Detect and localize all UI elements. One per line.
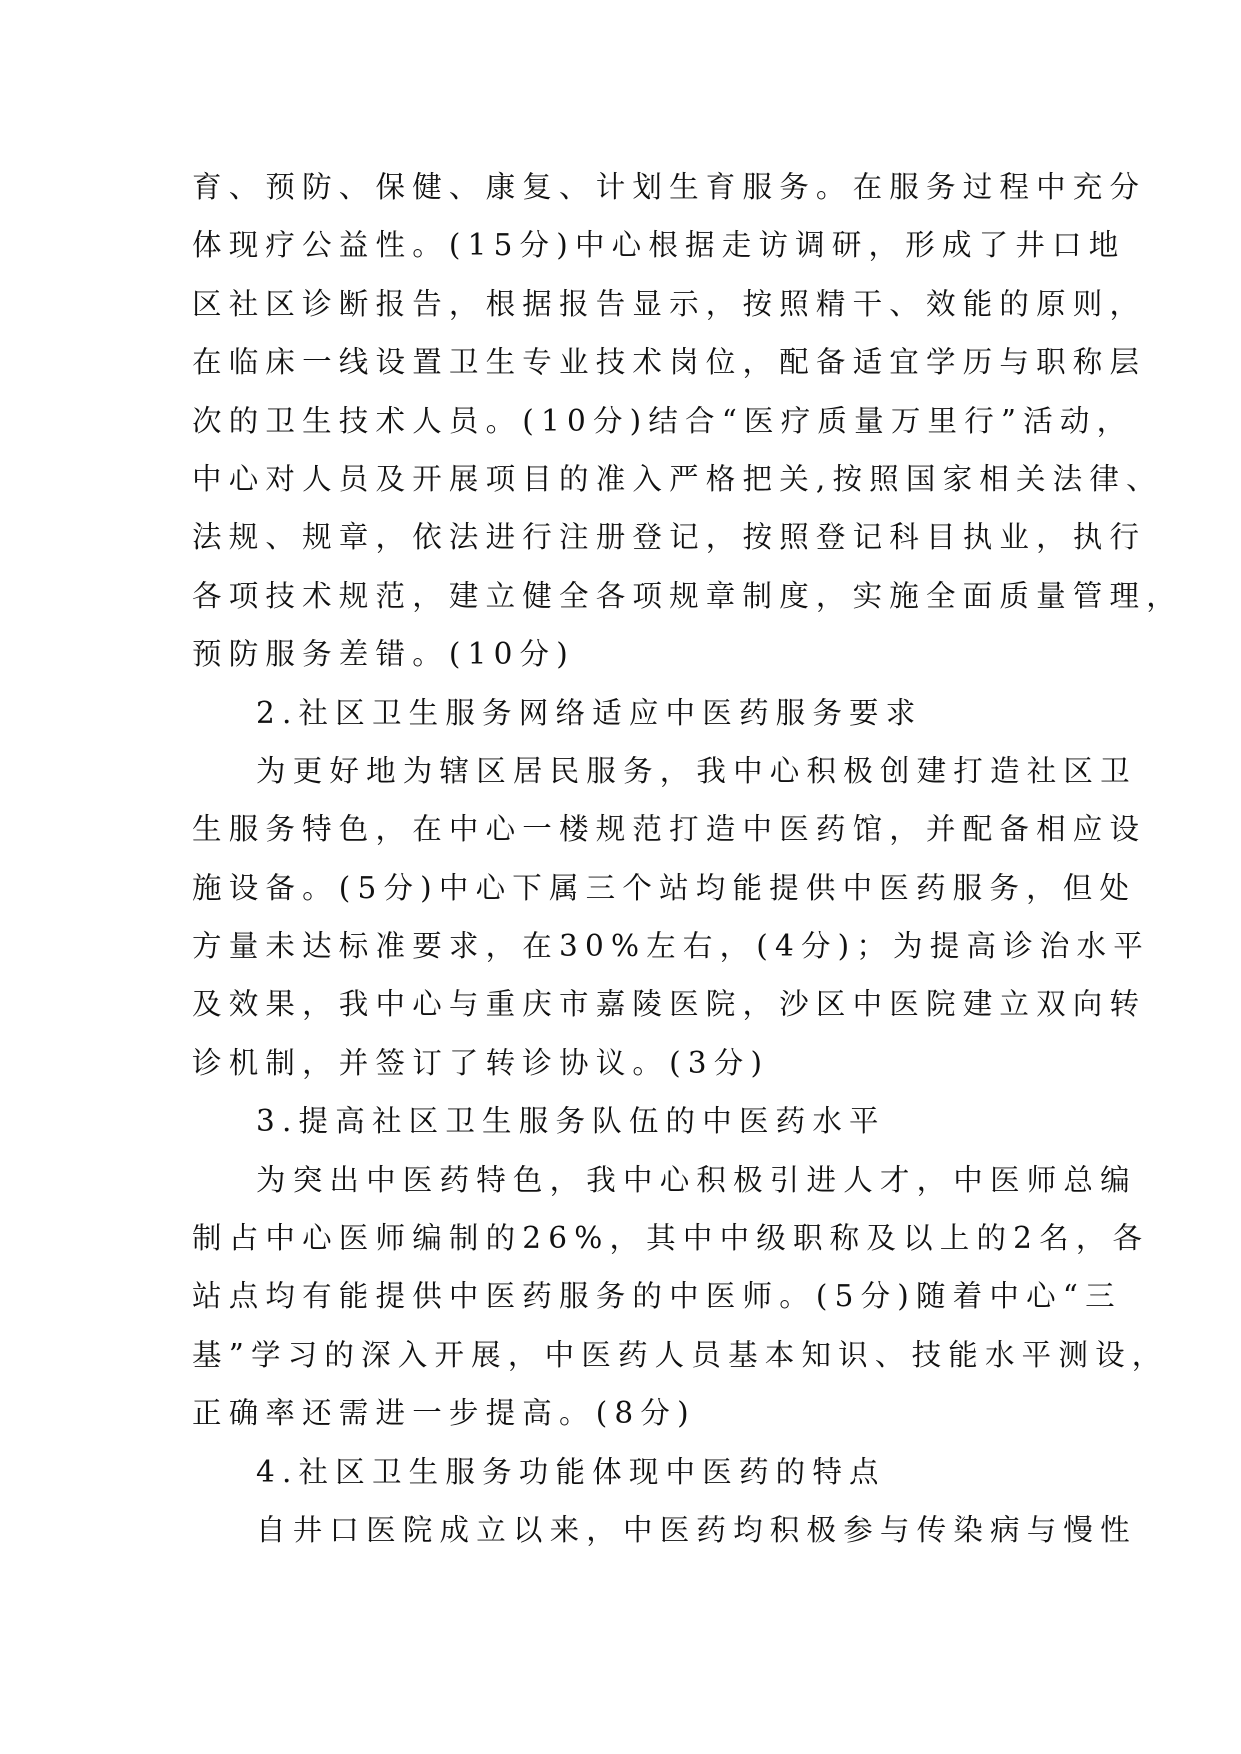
text-line: 各项技术规范，建立健全各项规章制度，实施全面质量管理， <box>192 578 1183 613</box>
text-line: 生服务特色，在中心一楼规范打造中医药馆，并配备相应设 <box>192 812 1147 847</box>
text-line: 诊机制，并签订了转诊协议。(3分) <box>192 1045 770 1080</box>
text-line: 及效果，我中心与重庆市嘉陵医院，沙区中医院建立双向转 <box>192 987 1147 1022</box>
text-line: 体现疗公益性。(15分)中心根据走访调研，形成了井口地 <box>192 228 1126 263</box>
text-line: 2.社区卫生服务网络适应中医药服务要求 <box>256 695 923 730</box>
text-line: 在临床一线设置卫生专业技术岗位，配备适宜学历与职称层 <box>192 345 1147 380</box>
text-line: 4.社区卫生服务功能体现中医药的特点 <box>256 1454 886 1489</box>
text-line: 正确率还需进一步提高。(8分) <box>192 1396 696 1431</box>
text-line: 区社区诊断报告，根据报告显示，按照精干、效能的原则， <box>192 286 1147 321</box>
text-line: 法规、规章，依法进行注册登记，按照登记科目执业，执行 <box>192 520 1147 555</box>
text-line: 施设备。(5分)中心下属三个站均能提供中医药服务，但处 <box>192 870 1137 905</box>
text-line: 3.提高社区卫生服务队伍的中医药水平 <box>256 1104 886 1139</box>
text-line: 方量未达标准要求，在30%左右，(4分)；为提高诊治水平 <box>192 929 1150 964</box>
text-line: 中心对人员及开展项目的准入严格把关,按照国家相关法律、 <box>192 461 1163 496</box>
body-text <box>192 158 1183 1559</box>
text-line: 预防服务差错。(10分) <box>192 637 575 672</box>
text-line: 站点均有能提供中医药服务的中医师。(5分)随着中心“三 <box>192 1279 1122 1314</box>
text-line: 为更好地为辖区居民服务，我中心积极创建打造社区卫 <box>256 753 1137 788</box>
text-line: 为突出中医药特色，我中心积极引进人才，中医师总编 <box>256 1162 1137 1197</box>
text-line: 育、预防、保健、康复、计划生育服务。在服务过程中充分 <box>192 170 1147 204</box>
text-line: 制占中心医师编制的26%，其中中级职称及以上的2名，各 <box>192 1221 1150 1256</box>
text-line: 自井口医院成立以来，中医药均积极参与传染病与慢性 <box>256 1512 1137 1547</box>
text-line: 基”学习的深入开展，中医药人员基本知识、技能水平测设， <box>192 1337 1169 1372</box>
text-line: 次的卫生技术人员。(10分)结合“医疗质量万里行”活动， <box>192 403 1134 438</box>
